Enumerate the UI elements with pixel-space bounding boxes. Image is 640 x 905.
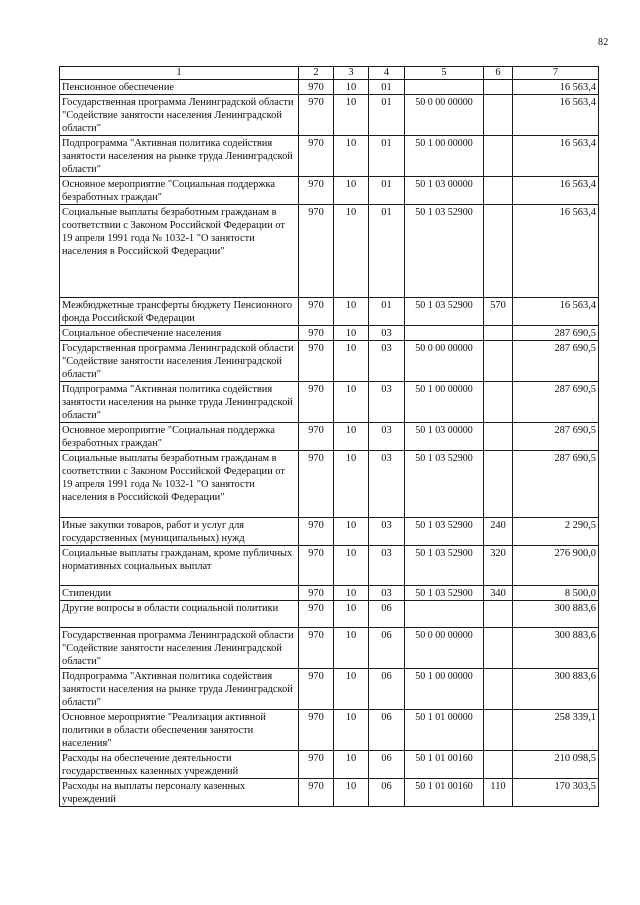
ministry-code-cell: 970 — [299, 341, 334, 382]
amount-cell: 210 098,5 — [513, 751, 599, 779]
table-row — [60, 382, 599, 423]
amount-cell: 258 339,1 — [513, 710, 599, 751]
table-row — [60, 710, 599, 751]
budget-table — [59, 66, 599, 807]
subsection-code-cell: 01 — [369, 298, 405, 326]
page-number: 82 — [598, 37, 609, 48]
table-body — [60, 80, 599, 807]
amount-cell: 300 883,6 — [513, 601, 599, 628]
amount-cell: 16 563,4 — [513, 177, 599, 205]
target-article-cell: 50 0 00 00000 — [405, 628, 484, 669]
expense-type-cell — [484, 751, 513, 779]
amount-cell: 276 900,0 — [513, 546, 599, 586]
target-article-cell: 50 1 01 00000 — [405, 710, 484, 751]
column-header: 7 — [513, 67, 599, 80]
table-row — [60, 341, 599, 382]
column-header: 3 — [334, 67, 369, 80]
amount-cell: 300 883,6 — [513, 669, 599, 710]
amount-cell: 287 690,5 — [513, 423, 599, 451]
section-code-cell: 10 — [334, 80, 369, 95]
ministry-code-cell: 970 — [299, 382, 334, 423]
subsection-code-cell: 06 — [369, 669, 405, 710]
subsection-code-cell: 06 — [369, 779, 405, 807]
expense-type-cell: 240 — [484, 518, 513, 546]
row-name-cell: Подпрограмма "Активная политика содействия занятости населения на рынке труда Ленинградской области" — [60, 136, 299, 177]
table-row — [60, 136, 599, 177]
amount-cell: 8 500,0 — [513, 586, 599, 601]
table-row — [60, 518, 599, 546]
target-article-cell: 50 1 00 00000 — [405, 136, 484, 177]
amount-cell: 16 563,4 — [513, 80, 599, 95]
ministry-code-cell: 970 — [299, 177, 334, 205]
target-article-cell: 50 1 03 00000 — [405, 177, 484, 205]
section-code-cell: 10 — [334, 177, 369, 205]
expense-type-cell — [484, 710, 513, 751]
target-article-cell: 50 1 01 00160 — [405, 779, 484, 807]
table-row — [60, 177, 599, 205]
section-code-cell: 10 — [334, 628, 369, 669]
row-name-cell: Другие вопросы в области социальной политики — [60, 601, 299, 628]
table-row — [60, 669, 599, 710]
row-name-cell: Основное мероприятие "Социальная поддержка безработных граждан" — [60, 423, 299, 451]
ministry-code-cell: 970 — [299, 628, 334, 669]
subsection-code-cell: 06 — [369, 628, 405, 669]
row-name-cell: Основное мероприятие "Реализация активной политики в области обеспечения занятости населения" — [60, 710, 299, 751]
expense-type-cell: 570 — [484, 298, 513, 326]
ministry-code-cell: 970 — [299, 779, 334, 807]
row-name-cell: Государственная программа Ленинградской области "Содействие занятости населения Ленинградской области" — [60, 628, 299, 669]
subsection-code-cell: 06 — [369, 710, 405, 751]
row-name-cell: Стипендии — [60, 586, 299, 601]
target-article-cell: 50 1 03 52900 — [405, 546, 484, 586]
target-article-cell — [405, 80, 484, 95]
table-row — [60, 628, 599, 669]
row-name-cell: Государственная программа Ленинградской области "Содействие занятости населения Ленинградской области" — [60, 95, 299, 136]
row-name-cell: Иные закупки товаров, работ и услуг для государственных (муниципальных) нужд — [60, 518, 299, 546]
target-article-cell: 50 1 03 52900 — [405, 205, 484, 298]
section-code-cell: 10 — [334, 423, 369, 451]
target-article-cell: 50 1 00 00000 — [405, 382, 484, 423]
section-code-cell: 10 — [334, 326, 369, 341]
subsection-code-cell: 01 — [369, 177, 405, 205]
row-name-cell: Основное мероприятие "Социальная поддержка безработных граждан" — [60, 177, 299, 205]
section-code-cell: 10 — [334, 518, 369, 546]
row-name-cell: Социальные выплаты безработным гражданам в соответствии с Законом Российской Федерации от 19 апреля 1991 года № 1032-1 "О занятости населения в Российской Федерации" — [60, 451, 299, 518]
subsection-code-cell: 03 — [369, 382, 405, 423]
ministry-code-cell: 970 — [299, 423, 334, 451]
amount-cell: 2 290,5 — [513, 518, 599, 546]
expense-type-cell — [484, 451, 513, 518]
row-name-cell: Межбюджетные трансферты бюджету Пенсионного фонда Российской Федерации — [60, 298, 299, 326]
expense-type-cell — [484, 177, 513, 205]
table-row — [60, 423, 599, 451]
column-header: 1 — [60, 67, 299, 80]
expense-type-cell — [484, 95, 513, 136]
ministry-code-cell: 970 — [299, 205, 334, 298]
amount-cell: 300 883,6 — [513, 628, 599, 669]
table-row — [60, 451, 599, 518]
target-article-cell — [405, 601, 484, 628]
section-code-cell: 10 — [334, 382, 369, 423]
subsection-code-cell: 01 — [369, 95, 405, 136]
target-article-cell: 50 1 03 52900 — [405, 298, 484, 326]
row-name-cell: Пенсионное обеспечение — [60, 80, 299, 95]
table-row — [60, 205, 599, 298]
amount-cell: 16 563,4 — [513, 136, 599, 177]
ministry-code-cell: 970 — [299, 669, 334, 710]
row-name-cell: Подпрограмма "Активная политика содействия занятости населения на рынке труда Ленинградской области" — [60, 382, 299, 423]
subsection-code-cell: 06 — [369, 751, 405, 779]
target-article-cell: 50 1 00 00000 — [405, 669, 484, 710]
subsection-code-cell: 03 — [369, 586, 405, 601]
amount-cell: 170 303,5 — [513, 779, 599, 807]
column-header: 2 — [299, 67, 334, 80]
ministry-code-cell: 970 — [299, 586, 334, 601]
expense-type-cell: 320 — [484, 546, 513, 586]
ministry-code-cell: 970 — [299, 601, 334, 628]
expense-type-cell — [484, 669, 513, 710]
section-code-cell: 10 — [334, 451, 369, 518]
target-article-cell: 50 0 00 00000 — [405, 341, 484, 382]
amount-cell: 287 690,5 — [513, 382, 599, 423]
amount-cell: 287 690,5 — [513, 326, 599, 341]
row-name-cell: Государственная программа Ленинградской области "Содействие занятости населения Ленинградской области" — [60, 341, 299, 382]
amount-cell: 16 563,4 — [513, 298, 599, 326]
subsection-code-cell: 03 — [369, 341, 405, 382]
expense-type-cell — [484, 205, 513, 298]
ministry-code-cell: 970 — [299, 451, 334, 518]
ministry-code-cell: 970 — [299, 95, 334, 136]
expense-type-cell — [484, 423, 513, 451]
target-article-cell — [405, 326, 484, 341]
target-article-cell: 50 1 03 52900 — [405, 586, 484, 601]
row-name-cell: Расходы на обеспечение деятельности государственных казенных учреждений — [60, 751, 299, 779]
table-row — [60, 80, 599, 95]
target-article-cell: 50 1 03 52900 — [405, 518, 484, 546]
table-row — [60, 751, 599, 779]
row-name-cell: Социальное обеспечение населения — [60, 326, 299, 341]
section-code-cell: 10 — [334, 601, 369, 628]
column-header: 5 — [405, 67, 484, 80]
expense-type-cell — [484, 326, 513, 341]
ministry-code-cell: 970 — [299, 298, 334, 326]
section-code-cell: 10 — [334, 546, 369, 586]
section-code-cell: 10 — [334, 205, 369, 298]
amount-cell: 287 690,5 — [513, 451, 599, 518]
expense-type-cell — [484, 341, 513, 382]
target-article-cell: 50 1 03 00000 — [405, 423, 484, 451]
table-row — [60, 601, 599, 628]
table-row — [60, 95, 599, 136]
target-article-cell: 50 1 03 52900 — [405, 451, 484, 518]
row-name-cell: Расходы на выплаты персоналу казенных учреждений — [60, 779, 299, 807]
ministry-code-cell: 970 — [299, 136, 334, 177]
section-code-cell: 10 — [334, 669, 369, 710]
subsection-code-cell: 03 — [369, 546, 405, 586]
row-name-cell: Социальные выплаты гражданам, кроме публичных нормативных социальных выплат — [60, 546, 299, 586]
subsection-code-cell: 03 — [369, 451, 405, 518]
expense-type-cell — [484, 136, 513, 177]
section-code-cell: 10 — [334, 710, 369, 751]
section-code-cell: 10 — [334, 751, 369, 779]
section-code-cell: 10 — [334, 95, 369, 136]
section-code-cell: 10 — [334, 779, 369, 807]
ministry-code-cell: 970 — [299, 751, 334, 779]
subsection-code-cell: 03 — [369, 423, 405, 451]
table-row — [60, 298, 599, 326]
subsection-code-cell: 01 — [369, 80, 405, 95]
subsection-code-cell: 03 — [369, 326, 405, 341]
ministry-code-cell: 970 — [299, 710, 334, 751]
amount-cell: 16 563,4 — [513, 95, 599, 136]
subsection-code-cell: 03 — [369, 518, 405, 546]
subsection-code-cell: 01 — [369, 136, 405, 177]
subsection-code-cell: 01 — [369, 205, 405, 298]
table-row — [60, 546, 599, 586]
row-name-cell: Подпрограмма "Активная политика содействия занятости населения на рынке труда Ленинградской области" — [60, 669, 299, 710]
section-code-cell: 10 — [334, 136, 369, 177]
expense-type-cell — [484, 601, 513, 628]
section-code-cell: 10 — [334, 298, 369, 326]
ministry-code-cell: 970 — [299, 80, 334, 95]
amount-cell: 287 690,5 — [513, 341, 599, 382]
row-name-cell: Социальные выплаты безработным гражданам в соответствии с Законом Российской Федерации от 19 апреля 1991 года № 1032-1 "О занятости населения в Российской Федерации" — [60, 205, 299, 298]
header-row — [60, 67, 599, 80]
ministry-code-cell: 970 — [299, 326, 334, 341]
section-code-cell: 10 — [334, 341, 369, 382]
target-article-cell: 50 0 00 00000 — [405, 95, 484, 136]
ministry-code-cell: 970 — [299, 518, 334, 546]
column-header: 4 — [369, 67, 405, 80]
target-article-cell: 50 1 01 00160 — [405, 751, 484, 779]
expense-type-cell — [484, 382, 513, 423]
subsection-code-cell: 06 — [369, 601, 405, 628]
table-row — [60, 779, 599, 807]
expense-type-cell — [484, 80, 513, 95]
table-row — [60, 326, 599, 341]
amount-cell: 16 563,4 — [513, 205, 599, 298]
expense-type-cell: 110 — [484, 779, 513, 807]
ministry-code-cell: 970 — [299, 546, 334, 586]
expense-type-cell: 340 — [484, 586, 513, 601]
table-row — [60, 586, 599, 601]
column-header: 6 — [484, 67, 513, 80]
expense-type-cell — [484, 628, 513, 669]
section-code-cell: 10 — [334, 586, 369, 601]
